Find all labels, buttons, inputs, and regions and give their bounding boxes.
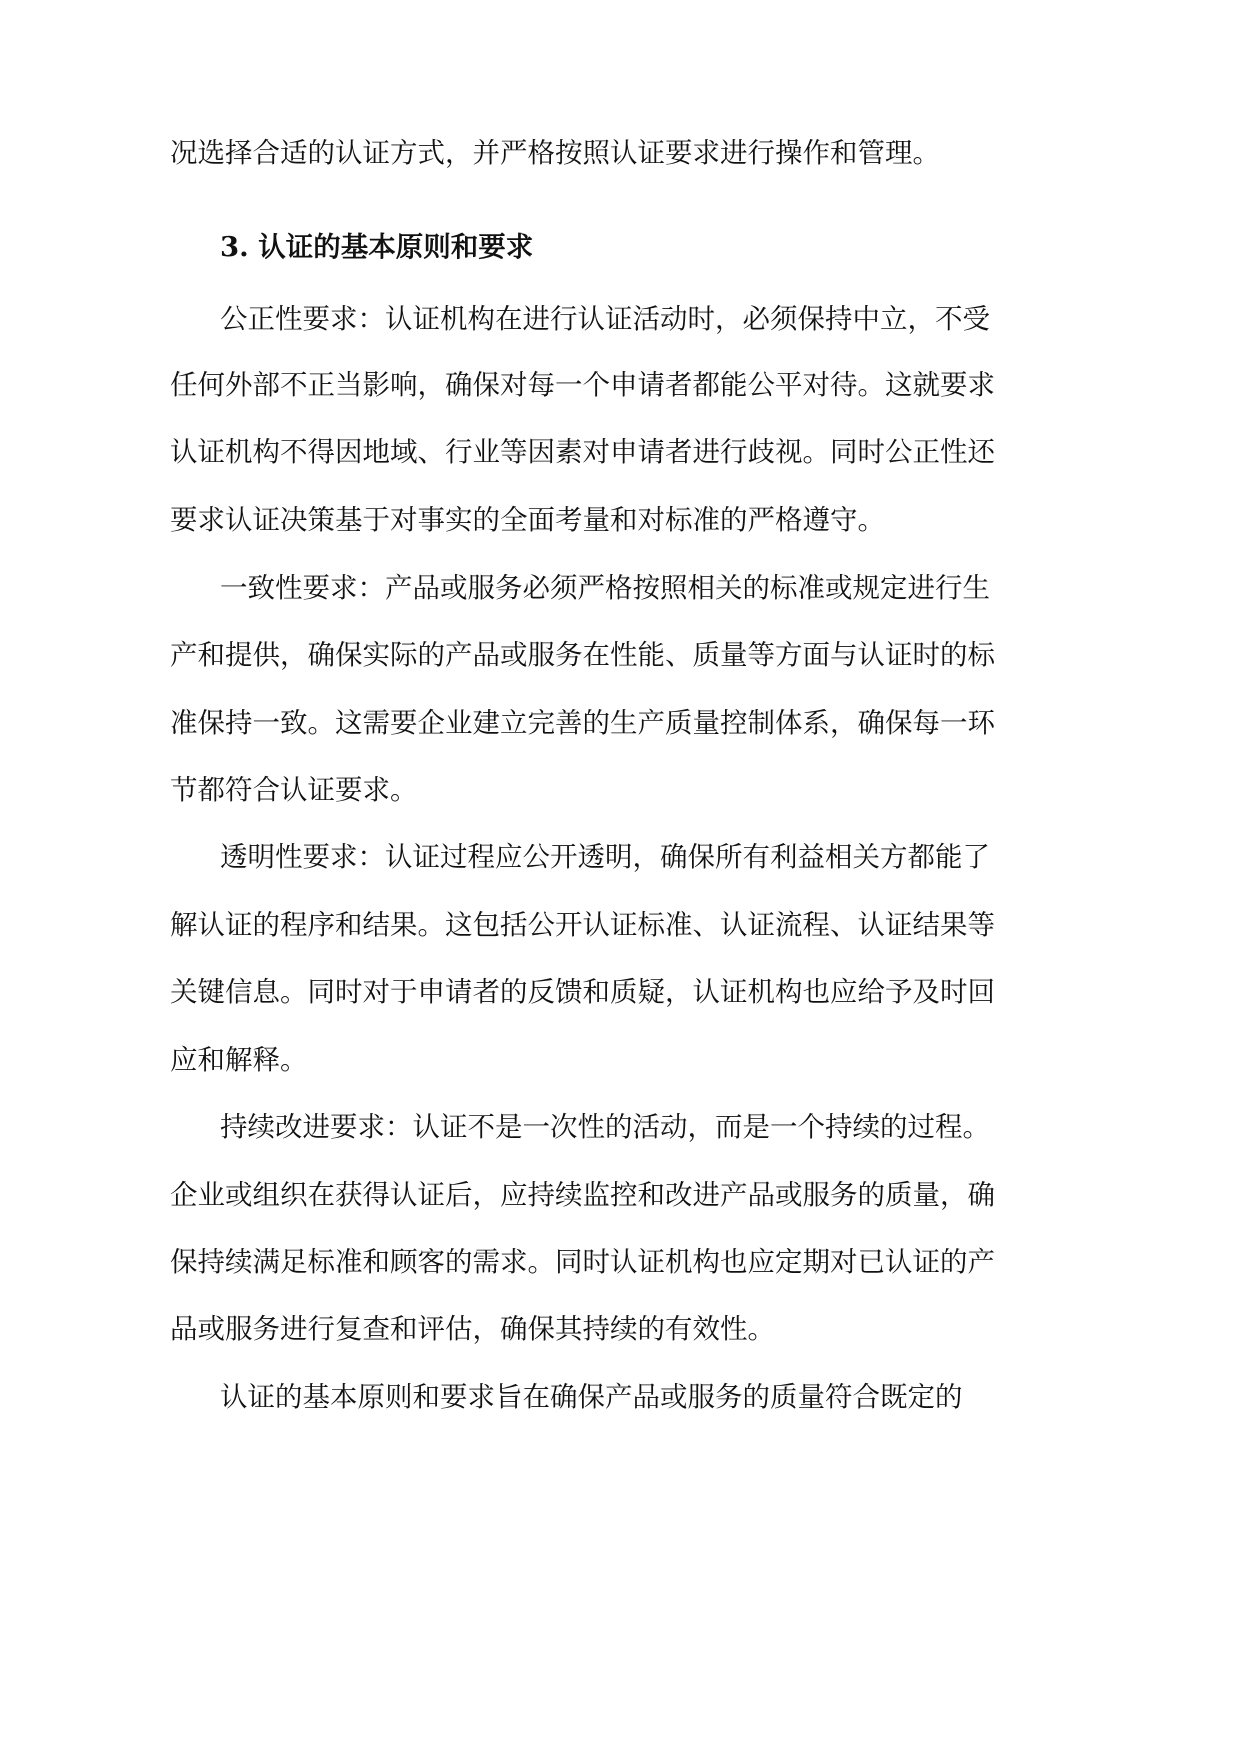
paragraph-line: 况选择合适的认证方式，并严格按照认证要求进行操作和管理。	[170, 137, 940, 169]
paragraph-line: 持续改进要求：认证不是一次性的活动，而是一个持续的过程。	[220, 1111, 990, 1143]
section-heading: 3. 认证的基本原则和要求	[220, 231, 534, 263]
paragraph-line: 公正性要求：认证机构在进行认证活动时，必须保持中立，不受	[220, 303, 990, 335]
paragraph-line: 透明性要求：认证过程应公开透明，确保所有利益相关方都能了	[220, 841, 990, 873]
paragraph-line: 任何外部不正当影响，确保对每一个申请者都能公平对待。这就要求	[170, 369, 995, 401]
paragraph-line: 节都符合认证要求。	[170, 774, 418, 806]
paragraph-line: 关键信息。同时对于申请者的反馈和质疑，认证机构也应给予及时回	[170, 976, 995, 1008]
paragraph-line: 品或服务进行复查和评估，确保其持续的有效性。	[170, 1313, 775, 1345]
paragraph-line: 认证机构不得因地域、行业等因素对申请者进行歧视。同时公正性还	[170, 436, 995, 468]
paragraph-line: 认证的基本原则和要求旨在确保产品或服务的质量符合既定的	[220, 1381, 963, 1413]
paragraph-line: 要求认证决策基于对事实的全面考量和对标准的严格遵守。	[170, 504, 885, 536]
paragraph-line: 企业或组织在获得认证后，应持续监控和改进产品或服务的质量，确	[170, 1179, 995, 1211]
paragraph-line: 应和解释。	[170, 1044, 308, 1076]
paragraph-line: 一致性要求：产品或服务必须严格按照相关的标准或规定进行生	[220, 572, 990, 604]
paragraph-line: 解认证的程序和结果。这包括公开认证标准、认证流程、认证结果等	[170, 909, 995, 941]
paragraph-line: 准保持一致。这需要企业建立完善的生产质量控制体系，确保每一环	[170, 707, 995, 739]
paragraph-line: 保持续满足标准和顾客的需求。同时认证机构也应定期对已认证的产	[170, 1246, 995, 1278]
paragraph-line: 产和提供，确保实际的产品或服务在性能、质量等方面与认证时的标	[170, 639, 995, 671]
